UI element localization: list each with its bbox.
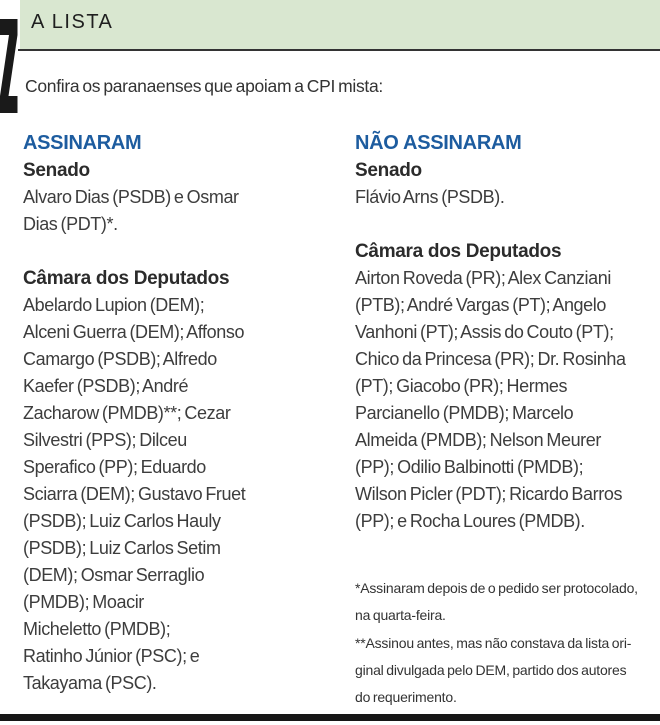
text-line: (PSDB); Luiz Carlos Hauly	[23, 511, 221, 531]
footnote-double-asterisk	[355, 630, 660, 711]
text-line: Zacharow (PMDB)**; Cezar	[23, 403, 231, 423]
signed-chamber-label: Câmara dos Deputados	[23, 268, 230, 289]
spacer	[355, 535, 660, 575]
text-line: Alceni Guerra (DEM); Affonso	[23, 322, 245, 342]
text-line: ginal divulgada pelo DEM, partido dos autores	[355, 662, 627, 678]
text-line: Wilson Picler (PDT); Ricardo Barros	[355, 484, 623, 504]
signed-heading: ASSINARAM	[23, 132, 142, 154]
footnote-asterisk	[355, 575, 660, 629]
text-line: Sperafico (PP); Eduardo	[23, 457, 206, 477]
cropped-z-glyph-icon	[0, 19, 18, 113]
text-line: Micheletto (PMDB);	[23, 619, 171, 639]
text-line: Abelardo Lupion (DEM);	[23, 295, 205, 315]
text-line: Silvestri (PPS); Dilceu	[23, 430, 187, 450]
text-line: (PP); e Rocha Loures (PMDB).	[355, 511, 585, 531]
text-line: (PTB); André Vargas (PT); Angelo	[355, 295, 606, 315]
text-line: do requerimento.	[355, 689, 457, 705]
text-line: Airton Roveda (PR); Alex Canziani	[355, 268, 611, 288]
header-rule	[18, 49, 660, 51]
not-signed-senate-label: Senado	[355, 160, 422, 181]
text-line: (DEM); Osmar Serraglio	[23, 565, 205, 585]
text-line: *Assinaram depois de o pedido ser protocolado,	[355, 580, 638, 596]
bottom-rule	[0, 714, 660, 721]
not-signed-senate-list	[355, 184, 660, 211]
signed-senate-label: Senado	[23, 160, 90, 181]
text-line: na quarta-feira.	[355, 607, 446, 623]
spacer	[23, 238, 343, 265]
footnotes-block	[355, 575, 660, 711]
text-line: Takayama (PSC).	[23, 673, 157, 693]
not-signed-chamber-label: Câmara dos Deputados	[355, 241, 562, 262]
header-band	[20, 0, 660, 49]
column-signed	[23, 130, 343, 697]
text-line: Vanhoni (PT); Assis do Couto (PT);	[355, 322, 614, 342]
not-signed-heading: NÃO ASSINARAM	[355, 132, 522, 154]
signed-chamber-list	[23, 292, 343, 697]
intro-text: Confira os paranaenses que apoiam a CPI mista:	[25, 76, 383, 96]
text-line: (PMDB); Moacir	[23, 592, 144, 612]
text-line: (PSDB); Luiz Carlos Setim	[23, 538, 221, 558]
text-line: Alvaro Dias (PSDB) e Osmar	[23, 187, 239, 207]
page-title: A LISTA	[31, 11, 114, 33]
column-not-signed	[355, 130, 660, 711]
text-line: Almeida (PMDB); Nelson Meurer	[355, 430, 601, 450]
text-line: Camargo (PSDB); Alfredo	[23, 349, 217, 369]
text-line: Chico da Princesa (PR); Dr. Rosinha	[355, 349, 626, 369]
text-line: Sciarra (DEM); Gustavo Fruet	[23, 484, 246, 504]
text-line: Parcianello (PMDB); Marcelo	[355, 403, 574, 423]
text-line: Dias (PDT)*.	[23, 214, 118, 234]
text-line: Ratinho Júnior (PSC); e	[23, 646, 200, 666]
text-line: **Assinou antes, mas não constava da lista ori-	[355, 635, 632, 651]
text-line: Kaefer (PSDB); André	[23, 376, 189, 396]
text-line: (PP); Odilio Balbinotti (PMDB);	[355, 457, 584, 477]
spacer	[355, 211, 660, 238]
text-line: (PT); Giacobo (PR); Hermes	[355, 376, 568, 396]
text-line: Flávio Arns (PSDB).	[355, 187, 505, 207]
not-signed-chamber-list	[355, 265, 660, 535]
signed-senate-list	[23, 184, 343, 238]
